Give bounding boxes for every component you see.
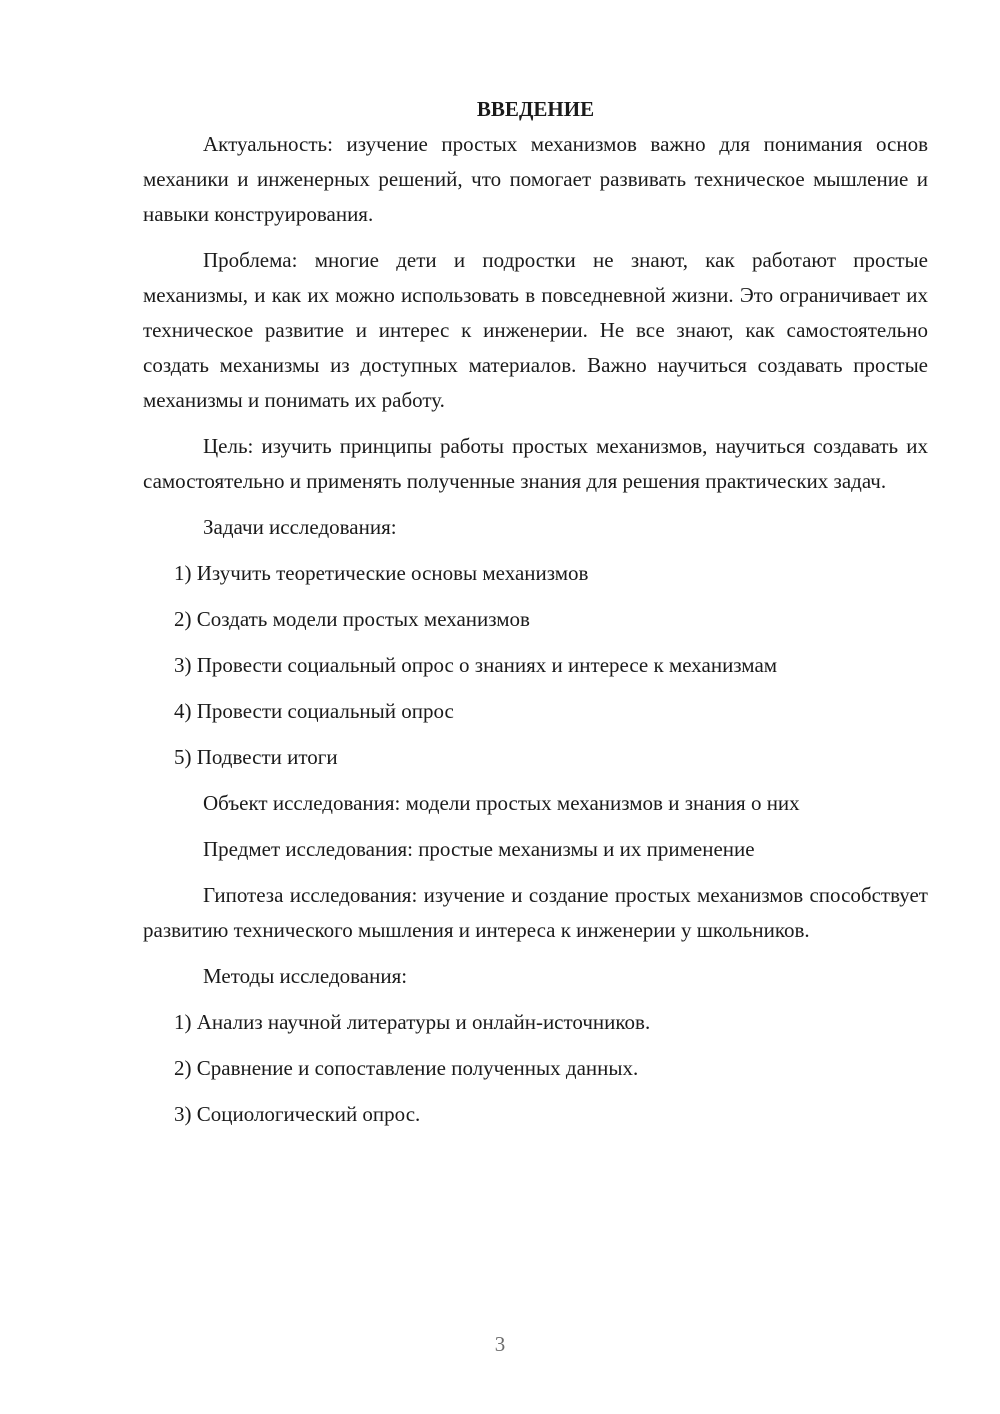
method-item: 2) Сравнение и сопоставление полученных данных. — [174, 1056, 639, 1080]
research-object: Объект исследования: модели простых механизмов и знания о них — [203, 791, 800, 815]
document-body — [143, 92, 928, 1143]
methods-title: Методы исследования: — [203, 964, 408, 988]
page-number: 3 — [494, 1332, 506, 1356]
problem-paragraph: Проблема: многие дети и подростки не знают, как работают простые механизмы, и как их можно использовать в повседневной жизни. Это ограничивает их техническое развитие и интерес к инженерии. Не все знают, как самостоятельно создать механизмы из доступных материалов. Важно научиться создавать простые механизмы и понимать их работу. — [143, 248, 928, 412]
tasks-title: Задачи исследования: — [203, 515, 397, 539]
section-heading: ВВЕДЕНИЕ — [476, 97, 595, 121]
task-item: 3) Провести социальный опрос о знаниях и интересе к механизмам — [174, 653, 778, 677]
task-item: 2) Создать модели простых механизмов — [174, 607, 530, 631]
relevance-paragraph: Актуальность: изучение простых механизмов важно для понимания основ механики и инженерных решений, что помогает развивать техническое мышление и навыки конструирования. — [143, 132, 928, 226]
method-item: 1) Анализ научной литературы и онлайн-источников. — [174, 1010, 651, 1034]
task-item: 1) Изучить теоретические основы механизмов — [174, 561, 589, 585]
research-subject: Предмет исследования: простые механизмы и их применение — [203, 837, 755, 861]
method-item: 3) Социологический опрос. — [174, 1102, 421, 1126]
goal-paragraph: Цель: изучить принципы работы простых механизмов, научиться создавать их самостоятельно и применять полученные знания для решения практических задач. — [143, 434, 928, 493]
task-item: 4) Провести социальный опрос — [174, 699, 454, 723]
task-item: 5) Подвести итоги — [174, 745, 338, 769]
hypothesis-paragraph: Гипотеза исследования: изучение и создание простых механизмов способствует развитию технического мышления и интереса к инженерии у школьников. — [143, 883, 928, 942]
